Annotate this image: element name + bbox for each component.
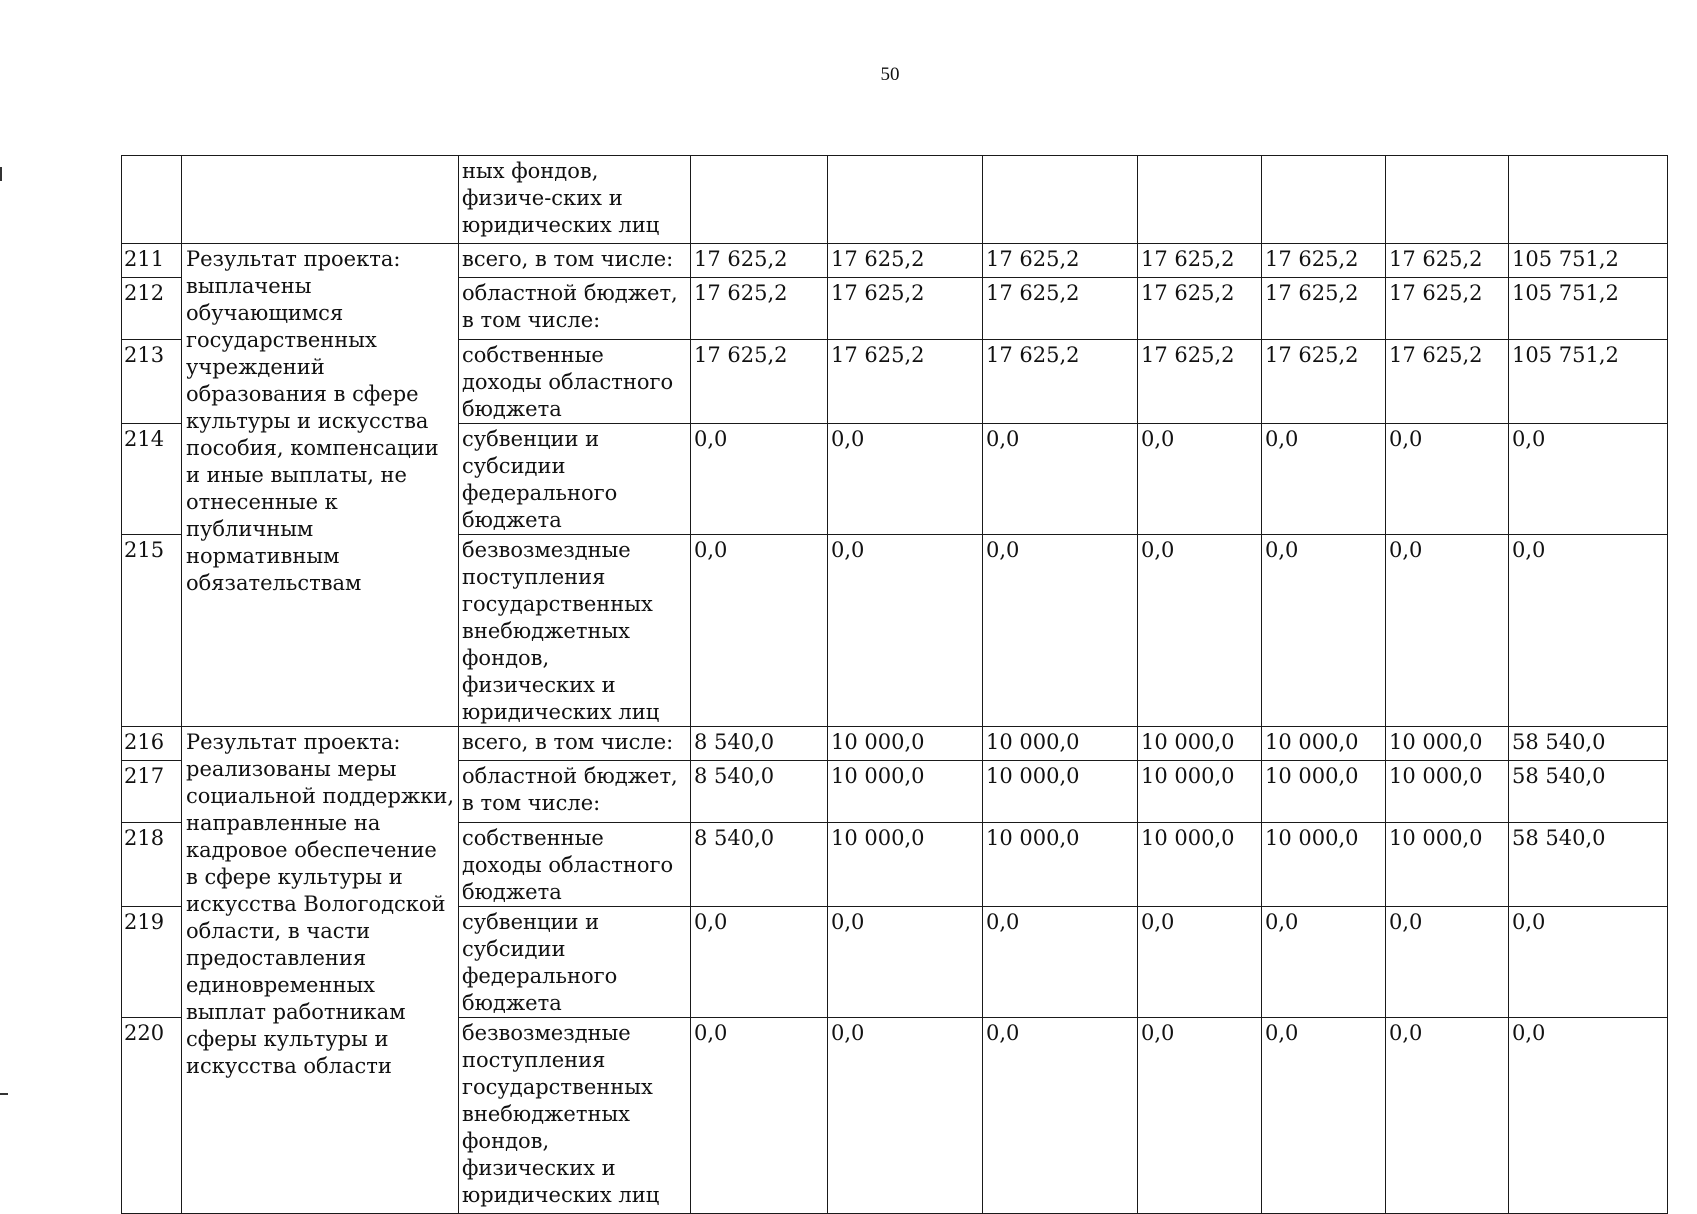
value-cell: 8 540,0 xyxy=(691,761,828,823)
value-cell: 17 625,2 xyxy=(1262,340,1386,424)
total-cell: 58 540,0 xyxy=(1509,823,1668,907)
value-cell: 0,0 xyxy=(828,1018,983,1214)
row-number-cell: 218 xyxy=(122,823,182,907)
value-cell: 0,0 xyxy=(983,907,1138,1018)
total-cell: 105 751,2 xyxy=(1509,340,1668,424)
page-number: 50 xyxy=(880,64,900,85)
total-cell: 0,0 xyxy=(1509,424,1668,535)
value-cell: 17 625,2 xyxy=(983,278,1138,340)
funding-source-cell: субвенции и субсидии федерального бюджета xyxy=(459,424,691,535)
value-cell: 17 625,2 xyxy=(828,340,983,424)
value-cell: 0,0 xyxy=(1386,1018,1509,1214)
budget-table xyxy=(121,155,1668,1214)
scan-margin-mark xyxy=(0,1093,8,1095)
value-cell: 0,0 xyxy=(691,535,828,727)
value-cell: 0,0 xyxy=(1262,535,1386,727)
total-cell: 0,0 xyxy=(1509,1018,1668,1214)
value-cell: 0,0 xyxy=(1138,907,1262,1018)
row-number-cell: 213 xyxy=(122,340,182,424)
value-cell: 17 625,2 xyxy=(983,340,1138,424)
value-cell: 0,0 xyxy=(983,1018,1138,1214)
funding-source-cell: всего, в том числе: xyxy=(459,244,691,278)
total-cell: 58 540,0 xyxy=(1509,727,1668,761)
funding-source-cell: собственные доходы областного бюджета xyxy=(459,823,691,907)
value-cell: 17 625,2 xyxy=(1262,244,1386,278)
row-number-cell: 214 xyxy=(122,424,182,535)
table-row xyxy=(122,244,1668,278)
value-cell: 17 625,2 xyxy=(691,340,828,424)
funding-source-cell: безвозмездные поступления государственных внебюджетных фондов, физических и юридических лиц xyxy=(459,1018,691,1214)
value-cell: 10 000,0 xyxy=(828,823,983,907)
value-cell xyxy=(691,156,828,244)
value-cell: 0,0 xyxy=(1262,424,1386,535)
value-cell xyxy=(1386,156,1509,244)
table-body xyxy=(122,156,1668,1214)
value-cell: 10 000,0 xyxy=(1386,761,1509,823)
value-cell: 0,0 xyxy=(691,424,828,535)
value-cell: 17 625,2 xyxy=(828,278,983,340)
total-cell: 0,0 xyxy=(1509,907,1668,1018)
value-cell: 10 000,0 xyxy=(983,727,1138,761)
value-cell xyxy=(828,156,983,244)
value-cell: 0,0 xyxy=(828,424,983,535)
value-cell xyxy=(1262,156,1386,244)
value-cell: 0,0 xyxy=(691,1018,828,1214)
value-cell: 17 625,2 xyxy=(1138,340,1262,424)
value-cell: 17 625,2 xyxy=(1386,278,1509,340)
result-description-cell xyxy=(182,156,459,244)
total-cell: 105 751,2 xyxy=(1509,278,1668,340)
table-row xyxy=(122,156,1668,244)
value-cell: 0,0 xyxy=(983,424,1138,535)
value-cell: 17 625,2 xyxy=(983,244,1138,278)
row-number-cell xyxy=(122,156,182,244)
value-cell: 17 625,2 xyxy=(691,244,828,278)
value-cell: 8 540,0 xyxy=(691,823,828,907)
value-cell: 0,0 xyxy=(1138,1018,1262,1214)
value-cell: 17 625,2 xyxy=(1138,244,1262,278)
value-cell: 10 000,0 xyxy=(1386,823,1509,907)
value-cell: 0,0 xyxy=(1386,424,1509,535)
value-cell: 10 000,0 xyxy=(1386,727,1509,761)
scan-margin-mark xyxy=(0,167,2,181)
result-description-cell: Результат проекта: реализованы меры социальной поддержки, направленные на кадровое обеспечение в сфере культуры и искусства Вологодской области, в части предоставления единовременных выплат работникам сферы культуры и искусства области xyxy=(182,727,459,1214)
result-description-cell: Результат проекта: выплачены обучающимся государственных учреждений образования в сфере культуры и искусства пособия, компенсации и иные выплаты, не отнесенные к публичным нормативным обязательствам xyxy=(182,244,459,727)
value-cell: 17 625,2 xyxy=(1386,244,1509,278)
value-cell: 17 625,2 xyxy=(1138,278,1262,340)
value-cell: 0,0 xyxy=(1138,535,1262,727)
funding-source-cell: ных фондов, физиче-ских и юридических лиц xyxy=(459,156,691,244)
row-number-cell: 217 xyxy=(122,761,182,823)
value-cell xyxy=(1138,156,1262,244)
row-number-cell: 216 xyxy=(122,727,182,761)
row-number-cell: 220 xyxy=(122,1018,182,1214)
funding-source-cell: всего, в том числе: xyxy=(459,727,691,761)
total-cell: 58 540,0 xyxy=(1509,761,1668,823)
value-cell: 17 625,2 xyxy=(1386,340,1509,424)
value-cell: 0,0 xyxy=(691,907,828,1018)
row-number-cell: 211 xyxy=(122,244,182,278)
funding-source-cell: собственные доходы областного бюджета xyxy=(459,340,691,424)
value-cell: 17 625,2 xyxy=(691,278,828,340)
funding-source-cell: безвозмездные поступления государственных внебюджетных фондов, физических и юридических лиц xyxy=(459,535,691,727)
total-cell: 105 751,2 xyxy=(1509,244,1668,278)
value-cell: 17 625,2 xyxy=(1262,278,1386,340)
value-cell: 0,0 xyxy=(828,907,983,1018)
value-cell: 0,0 xyxy=(983,535,1138,727)
row-number-cell: 219 xyxy=(122,907,182,1018)
value-cell: 8 540,0 xyxy=(691,727,828,761)
value-cell: 17 625,2 xyxy=(828,244,983,278)
value-cell xyxy=(983,156,1138,244)
value-cell: 0,0 xyxy=(828,535,983,727)
value-cell: 10 000,0 xyxy=(1138,823,1262,907)
value-cell: 0,0 xyxy=(1386,907,1509,1018)
value-cell: 10 000,0 xyxy=(1262,761,1386,823)
value-cell: 10 000,0 xyxy=(1262,823,1386,907)
total-cell: 0,0 xyxy=(1509,535,1668,727)
value-cell: 10 000,0 xyxy=(1138,727,1262,761)
value-cell: 0,0 xyxy=(1262,1018,1386,1214)
value-cell: 10 000,0 xyxy=(828,761,983,823)
budget-table-container xyxy=(121,155,1667,1214)
value-cell: 10 000,0 xyxy=(1262,727,1386,761)
value-cell: 10 000,0 xyxy=(983,761,1138,823)
value-cell: 0,0 xyxy=(1138,424,1262,535)
value-cell: 0,0 xyxy=(1386,535,1509,727)
value-cell: 10 000,0 xyxy=(1138,761,1262,823)
funding-source-cell: областной бюджет, в том числе: xyxy=(459,278,691,340)
value-cell: 10 000,0 xyxy=(983,823,1138,907)
value-cell: 0,0 xyxy=(1262,907,1386,1018)
row-number-cell: 215 xyxy=(122,535,182,727)
table-row xyxy=(122,727,1668,761)
funding-source-cell: областной бюджет, в том числе: xyxy=(459,761,691,823)
row-number-cell: 212 xyxy=(122,278,182,340)
funding-source-cell: субвенции и субсидии федерального бюджета xyxy=(459,907,691,1018)
value-cell: 10 000,0 xyxy=(828,727,983,761)
total-cell xyxy=(1509,156,1668,244)
